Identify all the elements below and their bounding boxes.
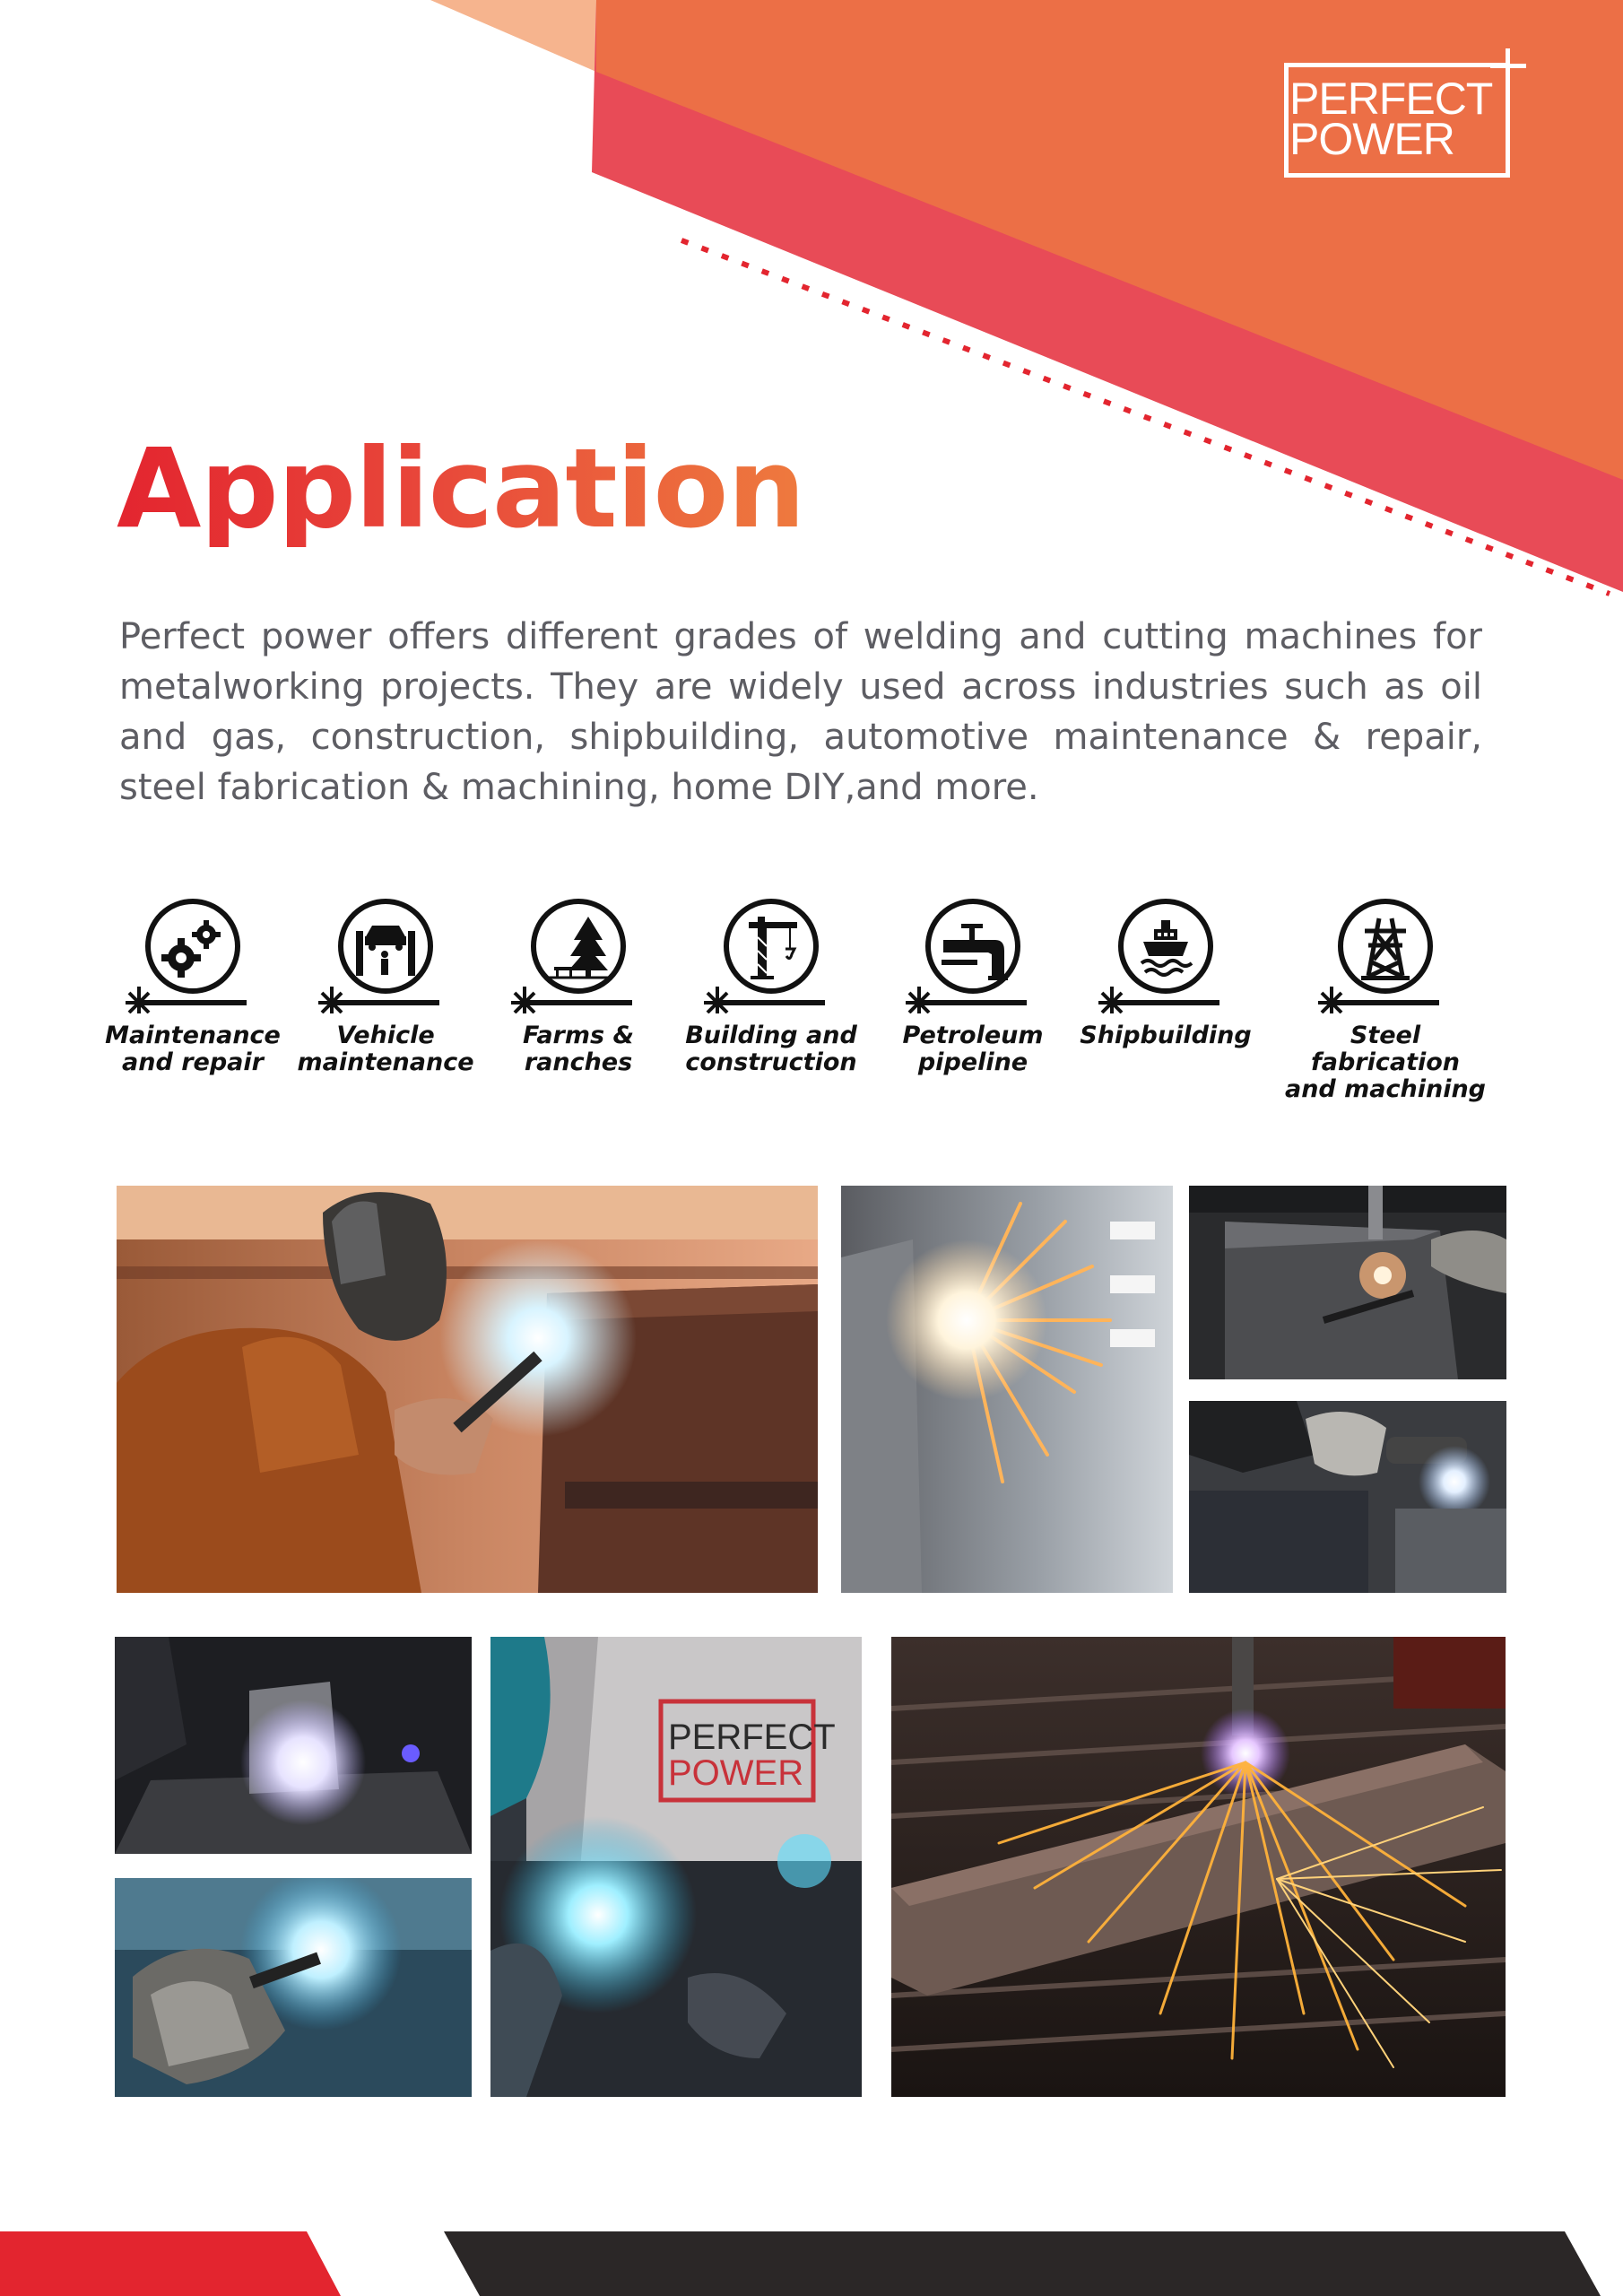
sign-line-2: POWER: [668, 1753, 804, 1793]
application-label: [466, 1022, 690, 1076]
photo-tig-weld: [115, 1637, 472, 1854]
ship-icon: [1072, 897, 1260, 1013]
photo-grinding-sparks: [841, 1186, 1173, 1593]
label-line-1: Maintenance: [105, 1022, 281, 1049]
sign-line-1: PERFECT: [668, 1718, 836, 1757]
gears-icon: [99, 897, 287, 1013]
label-line-1: Petroleum: [902, 1022, 1044, 1049]
application-icons-row: [99, 897, 1533, 1103]
application-farms: [484, 897, 673, 1094]
label-line-2: and machining: [1284, 1075, 1487, 1103]
application-label: [1054, 1022, 1278, 1049]
brand-logo: [1284, 63, 1510, 178]
label-line-2: maintenance: [297, 1048, 474, 1076]
application-label: [659, 1022, 883, 1076]
application-building: [677, 897, 865, 1094]
label-line-1: Steel fabrication: [1310, 1022, 1461, 1076]
application-shipbuilding: [1072, 897, 1260, 1094]
label-line-1: Farms &: [522, 1022, 635, 1049]
transmission-tower-icon: [1291, 897, 1480, 1013]
logo-line-1: PERFECT: [1289, 74, 1493, 124]
label-line-2: pipeline: [917, 1048, 1028, 1076]
crane-icon: [677, 897, 865, 1013]
footer-dark-band: [444, 2231, 1623, 2296]
car-lift-icon: [291, 897, 480, 1013]
application-steel-fabrication: [1284, 897, 1487, 1103]
photo-gloved-torch: [1189, 1401, 1506, 1593]
application-vehicle: [291, 897, 480, 1094]
label-line-2: and repair: [122, 1048, 264, 1076]
photo-arc-weld-with-sign: [490, 1637, 862, 2097]
tree-icon: [484, 897, 673, 1013]
application-label: [81, 1022, 305, 1076]
application-maintenance: [99, 897, 287, 1094]
photo-plasma-cutting-plate: [1189, 1186, 1506, 1379]
label-line-2: construction: [685, 1048, 857, 1076]
intro-paragraph: Perfect power offers different grades of welding and cutting machines for metalworking projects. They are widely used across industries such as oil and gas, construction, shipbuilding, automotive maintenance & repair, steel fabrication & machining, home DIY,and more.: [119, 616, 1482, 808]
logo-line-2: POWER: [1289, 114, 1454, 164]
label-line-2: ranches: [524, 1048, 633, 1076]
photo-welder-with-mask: [117, 1186, 818, 1593]
label-line-1: Vehicle: [336, 1022, 435, 1049]
page-title: Application: [117, 425, 805, 552]
header-peach-band: [430, 0, 601, 72]
logo-plus-icon: [1490, 48, 1526, 84]
footer-red-band: [0, 2231, 341, 2296]
application-label: [1273, 1022, 1497, 1103]
application-label: [861, 1022, 1085, 1076]
application-label: [273, 1022, 498, 1076]
label-line-1: Building and: [685, 1022, 857, 1049]
pipeline-valve-icon: [879, 897, 1067, 1013]
application-petroleum: [879, 897, 1067, 1094]
photo-plasma-cutting-sparks: [891, 1637, 1506, 2097]
photo-mig-weld-hands: [115, 1878, 472, 2097]
label-line-1: Shipbuilding: [1080, 1022, 1252, 1049]
